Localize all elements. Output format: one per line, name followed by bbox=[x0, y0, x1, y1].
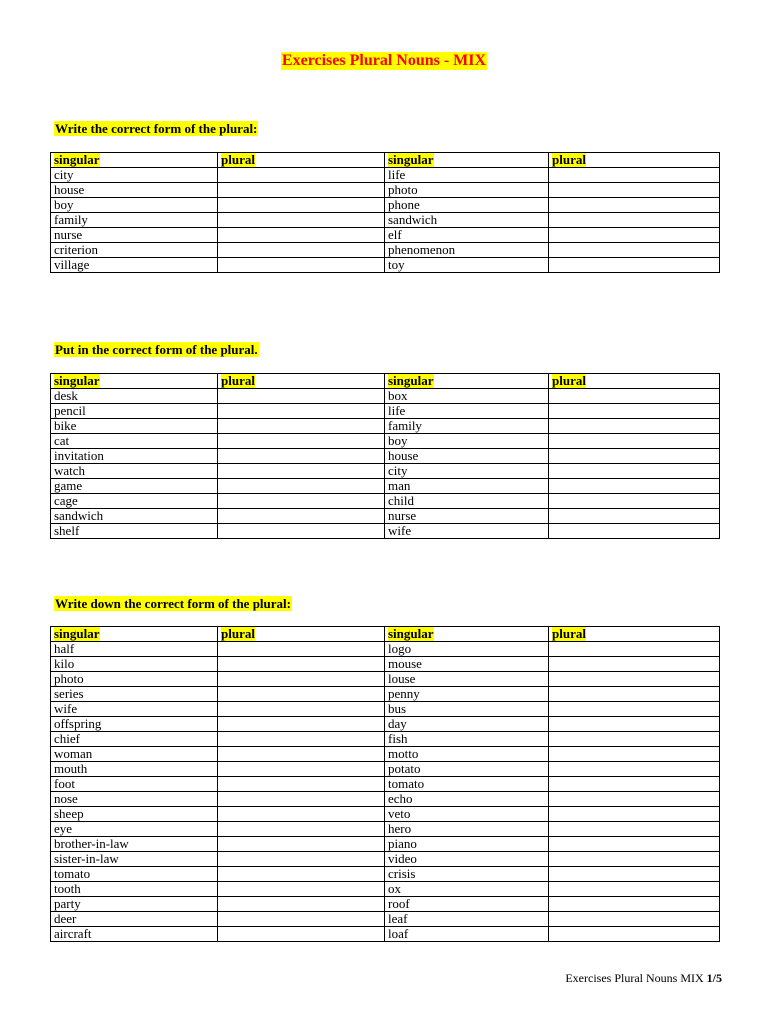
plural-answer-cell[interactable] bbox=[549, 404, 720, 419]
plural-answer-cell[interactable] bbox=[218, 657, 385, 672]
singular-word-cell: deer bbox=[51, 912, 218, 927]
table-row bbox=[51, 732, 720, 747]
singular-header: singular bbox=[388, 626, 434, 641]
plural-answer-cell[interactable] bbox=[549, 657, 720, 672]
table-row bbox=[51, 243, 720, 258]
plural-answer-cell[interactable] bbox=[218, 404, 385, 419]
section-3-table bbox=[50, 626, 720, 942]
table-row bbox=[51, 912, 720, 927]
singular-word-cell: offspring bbox=[51, 717, 218, 732]
plural-answer-cell[interactable] bbox=[218, 732, 385, 747]
plural-answer-cell[interactable] bbox=[218, 434, 385, 449]
singular-word-cell: kilo bbox=[51, 657, 218, 672]
plural-answer-cell[interactable] bbox=[218, 168, 385, 183]
singular-word-cell: family bbox=[51, 213, 218, 228]
singular-word-cell: chief bbox=[51, 732, 218, 747]
table-row bbox=[51, 882, 720, 897]
plural-answer-cell[interactable] bbox=[218, 807, 385, 822]
plural-answer-cell[interactable] bbox=[218, 524, 385, 539]
plural-answer-cell[interactable] bbox=[549, 642, 720, 657]
table-row bbox=[51, 867, 720, 882]
plural-answer-cell[interactable] bbox=[218, 419, 385, 434]
plural-answer-cell[interactable] bbox=[549, 882, 720, 897]
singular-word-cell: shelf bbox=[51, 524, 218, 539]
plural-answer-cell[interactable] bbox=[549, 912, 720, 927]
singular-header-cell bbox=[385, 153, 549, 168]
table-row bbox=[51, 642, 720, 657]
table-row bbox=[51, 717, 720, 732]
table-row bbox=[51, 479, 720, 494]
table-row bbox=[51, 198, 720, 213]
singular-word-cell: hero bbox=[385, 822, 549, 837]
plural-header: plural bbox=[552, 373, 586, 388]
singular-word-cell: leaf bbox=[385, 912, 549, 927]
plural-answer-cell[interactable] bbox=[549, 927, 720, 942]
plural-answer-cell[interactable] bbox=[218, 837, 385, 852]
table-row bbox=[51, 852, 720, 867]
table-row bbox=[51, 389, 720, 404]
table-row bbox=[51, 168, 720, 183]
singular-word-cell: mouth bbox=[51, 762, 218, 777]
table-row bbox=[51, 747, 720, 762]
plural-answer-cell[interactable] bbox=[218, 198, 385, 213]
plural-answer-cell[interactable] bbox=[218, 762, 385, 777]
plural-answer-cell[interactable] bbox=[218, 717, 385, 732]
plural-answer-cell[interactable] bbox=[218, 687, 385, 702]
singular-word-cell: desk bbox=[51, 389, 218, 404]
singular-word-cell: nurse bbox=[51, 228, 218, 243]
plural-answer-cell[interactable] bbox=[549, 687, 720, 702]
singular-word-cell: nose bbox=[51, 792, 218, 807]
plural-answer-cell[interactable] bbox=[549, 509, 720, 524]
plural-answer-cell[interactable] bbox=[549, 449, 720, 464]
singular-word-cell: echo bbox=[385, 792, 549, 807]
table-row bbox=[51, 449, 720, 464]
singular-word-cell: house bbox=[385, 449, 549, 464]
table-header-row bbox=[51, 374, 720, 389]
singular-header-cell bbox=[51, 627, 218, 642]
plural-header-cell bbox=[218, 153, 385, 168]
plural-answer-cell[interactable] bbox=[549, 672, 720, 687]
table-row bbox=[51, 213, 720, 228]
singular-word-cell: sandwich bbox=[385, 213, 549, 228]
table-row bbox=[51, 258, 720, 273]
plural-answer-cell[interactable] bbox=[218, 258, 385, 273]
singular-word-cell: sandwich bbox=[51, 509, 218, 524]
singular-header-cell bbox=[385, 627, 549, 642]
section-1-instruction: Write the correct form of the plural: bbox=[55, 121, 258, 136]
plural-answer-cell[interactable] bbox=[549, 717, 720, 732]
plural-answer-cell[interactable] bbox=[549, 183, 720, 198]
singular-word-cell: day bbox=[385, 717, 549, 732]
singular-word-cell: louse bbox=[385, 672, 549, 687]
singular-word-cell: mouse bbox=[385, 657, 549, 672]
singular-word-cell: cat bbox=[51, 434, 218, 449]
singular-word-cell: nurse bbox=[385, 509, 549, 524]
singular-word-cell: criterion bbox=[51, 243, 218, 258]
table-row bbox=[51, 657, 720, 672]
singular-word-cell: half bbox=[51, 642, 218, 657]
section-2-instruction: Put in the correct form of the plural. bbox=[55, 342, 258, 357]
singular-word-cell: bus bbox=[385, 702, 549, 717]
plural-answer-cell[interactable] bbox=[549, 807, 720, 822]
singular-word-cell: boy bbox=[385, 434, 549, 449]
singular-word-cell: life bbox=[385, 168, 549, 183]
singular-word-cell: logo bbox=[385, 642, 549, 657]
plural-answer-cell[interactable] bbox=[549, 702, 720, 717]
plural-header: plural bbox=[221, 626, 255, 641]
plural-answer-cell[interactable] bbox=[549, 434, 720, 449]
plural-answer-cell[interactable] bbox=[218, 927, 385, 942]
section-2-table bbox=[50, 373, 720, 539]
plural-answer-cell[interactable] bbox=[218, 882, 385, 897]
plural-header: plural bbox=[221, 152, 255, 167]
singular-word-cell: city bbox=[385, 464, 549, 479]
singular-header: singular bbox=[54, 152, 100, 167]
singular-word-cell: photo bbox=[51, 672, 218, 687]
plural-answer-cell[interactable] bbox=[549, 419, 720, 434]
plural-answer-cell[interactable] bbox=[218, 747, 385, 762]
table-row bbox=[51, 687, 720, 702]
plural-header: plural bbox=[552, 626, 586, 641]
plural-answer-cell[interactable] bbox=[218, 672, 385, 687]
plural-answer-cell[interactable] bbox=[549, 867, 720, 882]
plural-answer-cell[interactable] bbox=[218, 822, 385, 837]
plural-answer-cell[interactable] bbox=[549, 479, 720, 494]
table-row bbox=[51, 807, 720, 822]
singular-word-cell: house bbox=[51, 183, 218, 198]
plural-answer-cell[interactable] bbox=[218, 479, 385, 494]
singular-word-cell: cage bbox=[51, 494, 218, 509]
table-row bbox=[51, 672, 720, 687]
singular-word-cell: woman bbox=[51, 747, 218, 762]
singular-word-cell: sister-in-law bbox=[51, 852, 218, 867]
plural-answer-cell[interactable] bbox=[549, 897, 720, 912]
plural-header-cell bbox=[218, 374, 385, 389]
singular-word-cell: boy bbox=[51, 198, 218, 213]
plural-answer-cell[interactable] bbox=[549, 762, 720, 777]
singular-word-cell: box bbox=[385, 389, 549, 404]
singular-word-cell: game bbox=[51, 479, 218, 494]
page-title: Exercises Plural Nouns - MIX bbox=[281, 52, 487, 69]
plural-header-cell bbox=[549, 153, 720, 168]
singular-header: singular bbox=[388, 373, 434, 388]
singular-word-cell: watch bbox=[51, 464, 218, 479]
singular-word-cell: toy bbox=[385, 258, 549, 273]
table-row bbox=[51, 434, 720, 449]
table-row bbox=[51, 897, 720, 912]
table-row bbox=[51, 404, 720, 419]
singular-word-cell: penny bbox=[385, 687, 549, 702]
plural-answer-cell[interactable] bbox=[218, 228, 385, 243]
singular-word-cell: series bbox=[51, 687, 218, 702]
singular-word-cell: man bbox=[385, 479, 549, 494]
singular-word-cell: loaf bbox=[385, 927, 549, 942]
table-row bbox=[51, 762, 720, 777]
singular-word-cell: bike bbox=[51, 419, 218, 434]
table-row bbox=[51, 524, 720, 539]
page-footer bbox=[565, 971, 722, 985]
singular-word-cell: child bbox=[385, 494, 549, 509]
table-row bbox=[51, 927, 720, 942]
plural-answer-cell[interactable] bbox=[218, 852, 385, 867]
plural-answer-cell[interactable] bbox=[549, 852, 720, 867]
singular-word-cell: life bbox=[385, 404, 549, 419]
page-header bbox=[0, 52, 768, 70]
plural-answer-cell[interactable] bbox=[218, 213, 385, 228]
plural-header-cell bbox=[218, 627, 385, 642]
singular-word-cell: tomato bbox=[51, 867, 218, 882]
singular-word-cell: city bbox=[51, 168, 218, 183]
table-header-row bbox=[51, 153, 720, 168]
plural-answer-cell[interactable] bbox=[218, 867, 385, 882]
plural-answer-cell[interactable] bbox=[549, 198, 720, 213]
singular-word-cell: fish bbox=[385, 732, 549, 747]
table-row bbox=[51, 777, 720, 792]
singular-word-cell: piano bbox=[385, 837, 549, 852]
plural-answer-cell[interactable] bbox=[218, 912, 385, 927]
singular-word-cell: photo bbox=[385, 183, 549, 198]
singular-word-cell: foot bbox=[51, 777, 218, 792]
plural-answer-cell[interactable] bbox=[218, 183, 385, 198]
singular-word-cell: family bbox=[385, 419, 549, 434]
singular-word-cell: phone bbox=[385, 198, 549, 213]
singular-word-cell: crisis bbox=[385, 867, 549, 882]
table-row bbox=[51, 419, 720, 434]
plural-answer-cell[interactable] bbox=[549, 494, 720, 509]
plural-answer-cell[interactable] bbox=[549, 243, 720, 258]
plural-answer-cell[interactable] bbox=[218, 464, 385, 479]
table-row bbox=[51, 494, 720, 509]
singular-word-cell: sheep bbox=[51, 807, 218, 822]
table-row bbox=[51, 837, 720, 852]
singular-word-cell: roof bbox=[385, 897, 549, 912]
plural-header: plural bbox=[552, 152, 586, 167]
plural-answer-cell[interactable] bbox=[218, 449, 385, 464]
singular-word-cell: brother-in-law bbox=[51, 837, 218, 852]
plural-answer-cell[interactable] bbox=[549, 524, 720, 539]
singular-word-cell: phenomenon bbox=[385, 243, 549, 258]
singular-header: singular bbox=[54, 626, 100, 641]
plural-answer-cell[interactable] bbox=[218, 642, 385, 657]
plural-answer-cell[interactable] bbox=[549, 822, 720, 837]
singular-word-cell: party bbox=[51, 897, 218, 912]
plural-header-cell bbox=[549, 374, 720, 389]
singular-word-cell: wife bbox=[385, 524, 549, 539]
table-row bbox=[51, 792, 720, 807]
singular-word-cell: motto bbox=[385, 747, 549, 762]
plural-answer-cell[interactable] bbox=[549, 213, 720, 228]
table-row bbox=[51, 822, 720, 837]
singular-word-cell: pencil bbox=[51, 404, 218, 419]
section-1-table bbox=[50, 152, 720, 273]
plural-answer-cell[interactable] bbox=[549, 228, 720, 243]
plural-answer-cell[interactable] bbox=[218, 494, 385, 509]
plural-answer-cell[interactable] bbox=[218, 897, 385, 912]
singular-word-cell: potato bbox=[385, 762, 549, 777]
plural-answer-cell[interactable] bbox=[218, 509, 385, 524]
plural-answer-cell[interactable] bbox=[549, 258, 720, 273]
singular-header-cell bbox=[51, 374, 218, 389]
plural-answer-cell[interactable] bbox=[549, 464, 720, 479]
plural-header: plural bbox=[221, 373, 255, 388]
singular-word-cell: tooth bbox=[51, 882, 218, 897]
singular-word-cell: village bbox=[51, 258, 218, 273]
plural-answer-cell[interactable] bbox=[218, 777, 385, 792]
singular-header: singular bbox=[54, 373, 100, 388]
singular-word-cell: veto bbox=[385, 807, 549, 822]
singular-word-cell: wife bbox=[51, 702, 218, 717]
plural-answer-cell[interactable] bbox=[549, 747, 720, 762]
singular-header-cell bbox=[385, 374, 549, 389]
plural-answer-cell[interactable] bbox=[218, 243, 385, 258]
singular-header-cell bbox=[51, 153, 218, 168]
table-row bbox=[51, 183, 720, 198]
plural-header-cell bbox=[549, 627, 720, 642]
plural-answer-cell[interactable] bbox=[549, 732, 720, 747]
plural-answer-cell[interactable] bbox=[218, 792, 385, 807]
section-3-instruction: Write down the correct form of the plural: bbox=[55, 596, 291, 611]
plural-answer-cell[interactable] bbox=[549, 777, 720, 792]
singular-word-cell: invitation bbox=[51, 449, 218, 464]
plural-answer-cell[interactable] bbox=[218, 702, 385, 717]
table-row bbox=[51, 509, 720, 524]
singular-header: singular bbox=[388, 152, 434, 167]
table-row bbox=[51, 464, 720, 479]
singular-word-cell: video bbox=[385, 852, 549, 867]
plural-answer-cell[interactable] bbox=[549, 168, 720, 183]
plural-answer-cell[interactable] bbox=[549, 792, 720, 807]
singular-word-cell: elf bbox=[385, 228, 549, 243]
plural-answer-cell[interactable] bbox=[218, 389, 385, 404]
table-header-row bbox=[51, 627, 720, 642]
singular-word-cell: eye bbox=[51, 822, 218, 837]
table-row bbox=[51, 702, 720, 717]
singular-word-cell: tomato bbox=[385, 777, 549, 792]
footer-text: Exercises Plural Nouns MIX bbox=[565, 971, 704, 985]
table-row bbox=[51, 228, 720, 243]
plural-answer-cell[interactable] bbox=[549, 389, 720, 404]
singular-word-cell: aircraft bbox=[51, 927, 218, 942]
singular-word-cell: ox bbox=[385, 882, 549, 897]
page-number: 1/5 bbox=[706, 971, 722, 985]
plural-answer-cell[interactable] bbox=[549, 837, 720, 852]
